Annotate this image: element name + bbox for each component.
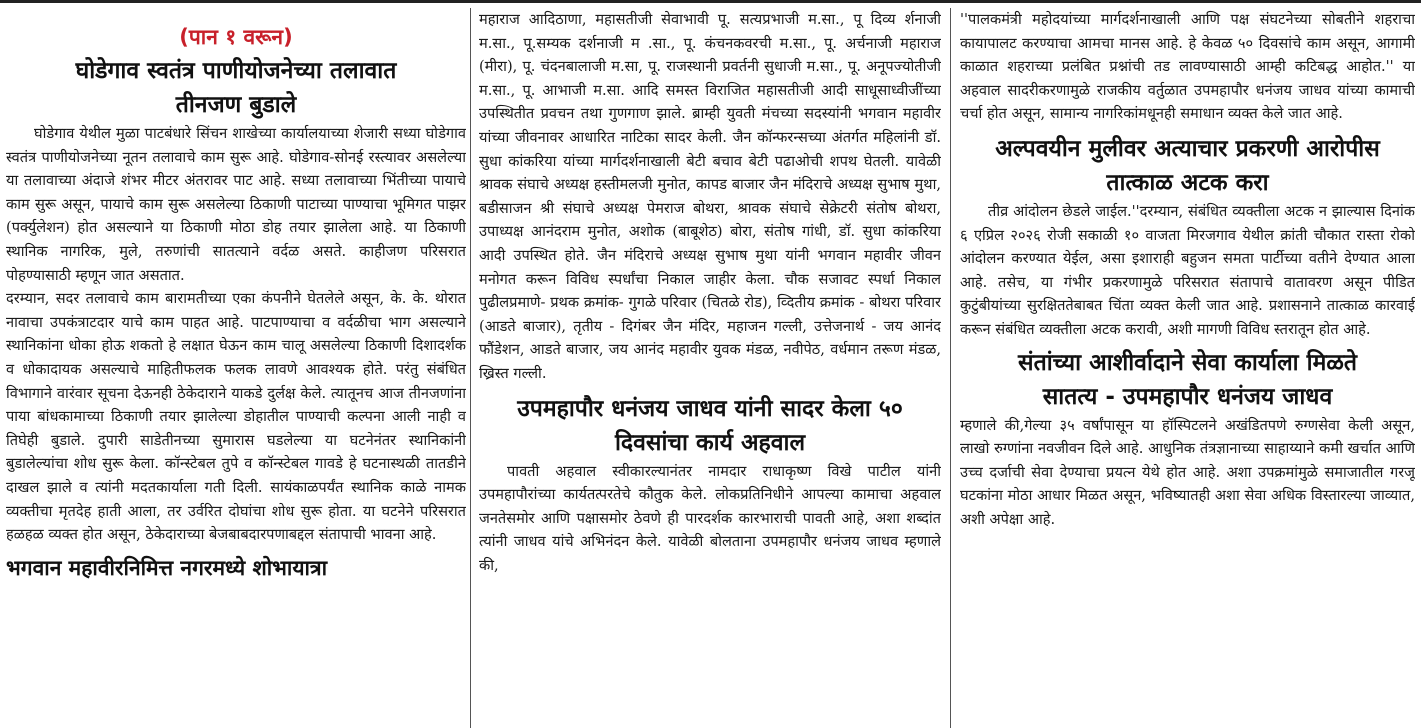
column-divider-2 (950, 8, 951, 728)
top-border-line (0, 0, 1421, 3)
headline-drowning-line1: घोडेगाव स्वतंत्र पाणीयोजनेच्या तलावात (75, 58, 397, 84)
continuation-kicker: (पान १ वरून) (179, 25, 293, 49)
article-arrest-para: तीव्र आंदोलन छेडले जाईल.''दरम्यान, संबंधित व्यक्तीला अटक न झाल्यास दिनांक ६ एप्रिल २०२६ रोजी सकाळी १० वाजता मिरजगाव येथील क्रांती चौकात रास्ता रोको आंदोलन करण्यात येईल, असा इशाराही बहुजन समता पार्टीच्या वतीने देण्यात आला आहे. तसेच, या गंभीर प्रकरणामुळे परिसरात संतापाचे वातावरण असून पीडित कुटुंबीयांच्या सुरक्षिततेबाबत चिंता व्यक्त केली जात आहे. प्रशासनाने तात्काळ कारवाई करून संबंधित व्यक्तीला अटक करावी, अशी मागणी विविध स्तरातून होत आहे. (960, 202, 1415, 338)
article-report-continued: ''पालकमंत्री महोदयांच्या मार्गदर्शनाखाली आणि पक्ष संघटनेच्या सोबतीने शहराचा कायापालट करण्याचा आमचा मानस आहे. हे केवळ ५० दिवसांचे काम असून, आगामी काळात शहराच्या प्रलंबित प्रश्नांची तड लावण्यासाठी आम्ही कटिबद्ध आहोत.'' या अहवाल सादरीकरणामुळे राजकीय वर्तुळात उपमहापौर धनंजय जाधव यांच्या कामाची चर्चा होत असून, सामान्य नागरिकांमधूनही समाधान व्यक्त केले जात आहे. (960, 11, 1415, 123)
article-report-para: पावती अहवाल स्वीकारल्यानंतर नामदार राधाकृष्ण विखे पाटील यांनी उपमहापौरांच्या कार्यतत्परतेचे कौतुक केले. लोकप्रतिनिधीने आपल्या कामाचा अहवाल जनतेसमोर आणि पक्षासमोर ठेवणे ही पारदर्शक कारभाराची पावती आहे, अशा शब्दांत त्यांनी जाधव यांचे अभिनंदन केले. यावेळी बोलताना उपमहापौर धनंजय जाधव म्हणाले की, (479, 462, 941, 574)
headline-procession: भगवान महावीरनिमित्त नगरमध्ये शोभायात्रा (6, 555, 328, 580)
headline-arrest-line1: अल्पवयीन मुलीवर अत्याचार प्रकरणी आरोपीस (995, 135, 1380, 162)
article-procession-continued: महाराज आदिठाणा, महासतीजी सेवाभावी पू. सत्यप्रभाजी म.सा., पू दिव्य र्शनाजी म.सा., पू.सम्यक दर्शनाजी म .सा., पू. कंचनकवरची म.सा., पू. अर्चनाजी महाराज (मीरा), पू. चंदनबालाजी म.सा, पू. राजस्थानी प्रवर्तनी सुधाजी म.सा., पू. अनूपज्योतीजी म.सा., पू. आभाजी म.सा. आदि समस्त विराजित महासतीजी आदी साधूसाध्वीजींच्या उपस्थितीत प्रवचन तथा गुणगाण झाले. ब्राम्ही युवती मंचच्या सदस्यांनी भगवान महावीर यांच्या जीवनावर आधारित नाटिका सादर केली. जैन कॉन्फरन्सच्या अंतर्गत महिलांनी डॉ. सुधा कांकरिया यांच्या मार्गदर्शनाखाली बेटी बचाव बेटी पढाओची शपथ घेतली. यावेळी श्रावक संघाचे अध्यक्ष हस्तीमलजी मुनोत, कापड बाजार जैन मंदिराचे अध्यक्ष सुभाष मुथा, बडीसाजन श्री संघाचे अध्यक्ष पेमराज बोथरा, श्रावक संघाचे सेक्रेटरी संतोष बोथरा, उपाध्यक्ष आनंदराम मुनोत, अशोक (बाबूशेठ) बोरा, संतोष गांधी, डॉ. सुधा कांकरिया आदी उपस्थित होते. जैन मंदिराचे अध्यक्ष सुभाष मुथा यांनी भगवान महावीर जीवन मनोगत करून विविध स्पर्धांचा निकाल जाहीर केला. चौक सजावट स्पर्धा निकाल पुढीलप्रमाणे- प्रथक क्रमांक- गुगळे परिवार (चितळे रोड), व्दितीय क्रमांक - बोथरा परिवार (आडते बाजार), तृतीय - दिगंबर जैन मंदिर, महाजन गल्ली, उत्तेजनार्थ - जय आनंद फौंडेशन, आडते बाजार, जय आनंद महावीर युवक मंडळ, नवीपेठ, वर्धमान तरूण मंडळ, ख्रिस्त गल्ली. (479, 11, 941, 382)
column-1 (6, 22, 466, 728)
article-drowning-para2: दरम्यान, सदर तलावाचे काम बारामतीच्या एका कंपनीने घेतलेले असून, के. के. थोरात नावाचा उपकंत्राटदार याचे काम पाहत आहे. पाटपाण्याचा व वर्दळीचा भाग असल्याने स्थानिकांना धोका होऊ शकतो हे लक्षात घेऊन काम चालू असलेल्या ठिकाणी दिशादर्शक व धोकादायक असल्याचे माहितीफलक फलक लावणे आवश्यक होते. परंतु संबंधित विभागाने वारंवार सूचना देऊनही ठेकेदाराने याकडे दुर्लक्ष केले. त्यातूनच आज तीनजणांना पाया बांधकामाच्या ठिकाणी तयार झालेल्या डोहातील पाण्याची कल्पना आली नाही व तिघेही बुडाले. दुपारी साडेतीनच्या सुमारास घडलेल्या या घटनेनंतर स्थानिकांनी बुडालेल्यांचा शोध सुरू केला. कॉन्स्टेबल तुपे व कॉन्स्टेबल गावडे हे घटनास्थळी तातडीने दाखल झाले व त्यांनी मदतकार्याला गती दिली. सायंकाळपर्यंत स्थानिक काळे नामक व्यक्तीचा मृतदेह हाती आला, तर उर्वरित दोघांचा शोध सुरू होता. या घटनेने परिसरात हळहळ व्यक्त होत असून, ठेकेदाराच्या बेजबाबदारपणाबद्दल संतापाची भावना आहे. (6, 290, 466, 544)
headline-arrest-line2: तात्काळ अटक करा (1106, 169, 1269, 196)
column-3 (960, 8, 1415, 728)
headline-report-line1: उपमहापौर धनंजय जाधव यांनी सादर केला ५० (517, 395, 903, 422)
article-service-para: म्हणाले की,गेल्या ३५ वर्षांपासून या हॉस्पिटलने अखंडितपणे रुग्णसेवा केली असून, लाखो रुग्णांना नवजीवन दिले आहे. आधुनिक तंत्रज्ञानाच्या साहाय्याने कमी खर्चात आणि उच्च दर्जाची सेवा देण्याचा प्रयत्न येथे होत आहे. अशा उपक्रमांमुळे समाजातील गरजू घटकांना मोठा आधार मिळत असून, भविष्यातही अशा सेवा अधिक विस्तारल्या जाव्यात, अशी अपेक्षा आहे. (960, 416, 1415, 528)
column-2 (479, 8, 941, 728)
headline-report-line2: दिवसांचा कार्य अहवाल (614, 429, 806, 456)
column-divider-1 (470, 8, 471, 728)
headline-service-line2: सातत्य - उपमहापौर धनंजय जाधव (1042, 383, 1333, 410)
headline-drowning-line2: तीनजण बुडाले (175, 92, 297, 118)
article-drowning-para1: घोडेगाव येथील मुळा पाटबंधारे सिंचन शाखेच्या कार्यालयाच्या शेजारी सध्या घोडेगाव स्वतंत्र पाणीयोजनेच्या नूतन तलावाचे काम सुरू आहे. घोडेगाव-सोनई रस्त्यावर असलेल्या या तलावाच्या अंदाजे शंभर मीटर अंतरावर पाट आहे. सध्या तलावाच्या भिंतीच्या पायाचे काम सुरू असून, पायाचे काम सुरू असलेल्या ठिकाणी पाटाच्या पाण्याचा भूमिगत पाझर (पर्क्युलेशन) होत असल्याने या ठिकाणी मोठा डोह तयार झालेला आहे. या ठिकाणी स्थानिक नागरिक, मुले, तरुणांची सातत्याने वर्दळ असते. काहीजण परिसरात पोहण्यासाठी म्हणून जात असतात. (6, 125, 466, 284)
headline-service-line1: संतांच्या आशीर्वादाने सेवा कार्याला मिळते (1018, 349, 1357, 376)
